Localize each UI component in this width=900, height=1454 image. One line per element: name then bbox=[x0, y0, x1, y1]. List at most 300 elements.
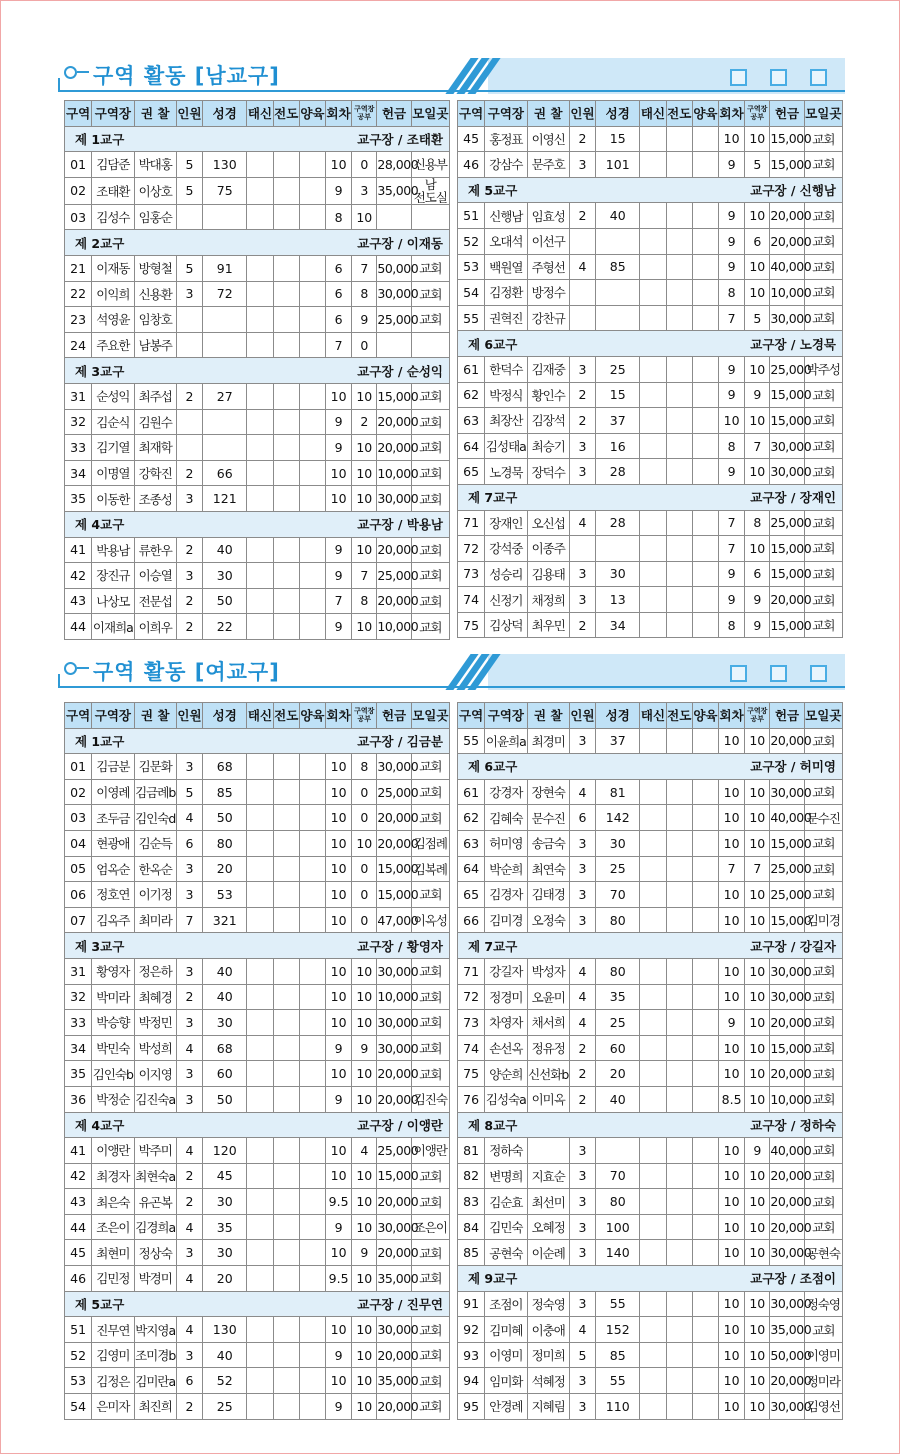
cell-members: 3 bbox=[176, 486, 202, 512]
cell-place: 김복례 bbox=[411, 856, 449, 882]
cell-district: 44 bbox=[65, 614, 92, 640]
cell-leader: 최은숙 bbox=[92, 1189, 134, 1215]
cell-elder: 김금례b bbox=[134, 779, 176, 805]
col-header-leader: 구역장 bbox=[92, 703, 134, 729]
cell-members: 4 bbox=[569, 958, 595, 984]
cell-district: 22 bbox=[65, 281, 92, 307]
cell-leader: 김영미 bbox=[92, 1342, 134, 1368]
cell-elder: 오윤미 bbox=[527, 984, 569, 1010]
cell-prenatal bbox=[640, 856, 666, 882]
cell-evangelism bbox=[273, 204, 299, 230]
cell-bible: 27 bbox=[203, 383, 247, 409]
cell-members: 3 bbox=[569, 152, 595, 178]
cell-elder: 최혜경 bbox=[134, 984, 176, 1010]
table-row bbox=[458, 1163, 843, 1189]
cell-nurture bbox=[299, 588, 325, 614]
cell-prenatal bbox=[247, 255, 273, 281]
table-row bbox=[65, 1342, 450, 1368]
cell-district: 52 bbox=[458, 228, 485, 254]
cell-elder: 방정수 bbox=[527, 280, 569, 306]
cell-leader: 이앵란 bbox=[92, 1138, 134, 1164]
cell-place: 교회 bbox=[411, 281, 449, 307]
cell-evangelism bbox=[666, 228, 692, 254]
cell-leader: 김옥주 bbox=[92, 907, 134, 933]
cell-members bbox=[569, 280, 595, 306]
cell-district: 73 bbox=[458, 1010, 485, 1036]
cell-district: 55 bbox=[458, 728, 485, 754]
cell-place: 교회 bbox=[411, 1342, 449, 1368]
cell-evangelism bbox=[273, 177, 299, 204]
cell-place: 교회 bbox=[804, 612, 842, 638]
cell-place: 교회 bbox=[411, 1394, 449, 1420]
cell-place: 김점례 bbox=[411, 830, 449, 856]
cell-members: 3 bbox=[176, 1240, 202, 1266]
cell-nurture bbox=[692, 882, 718, 908]
cell-session: 10 bbox=[719, 1368, 745, 1394]
cell-evangelism bbox=[273, 588, 299, 614]
group-label: 제 2교구 bbox=[75, 235, 125, 251]
cell-evangelism bbox=[666, 510, 692, 536]
cell-elder: 최우민 bbox=[527, 612, 569, 638]
cell-place: 정미라 bbox=[804, 1368, 842, 1394]
cell-members: 3 bbox=[176, 563, 202, 589]
cell-leader: 손선옥 bbox=[485, 1035, 527, 1061]
cell-bible: 66 bbox=[203, 460, 247, 486]
cell-study: 10 bbox=[352, 1394, 377, 1420]
cell-study: 10 bbox=[745, 984, 770, 1010]
cell-prenatal bbox=[640, 1240, 666, 1266]
table-row bbox=[65, 805, 450, 831]
cell-leader: 석영윤 bbox=[92, 307, 134, 333]
table-row bbox=[458, 805, 843, 831]
cell-offering: 20,000 bbox=[377, 1189, 411, 1215]
table-row bbox=[65, 409, 450, 435]
cell-nurture bbox=[299, 1266, 325, 1292]
cell-offering: 20,000 bbox=[377, 805, 411, 831]
cell-leader: 김정은 bbox=[92, 1368, 134, 1394]
cell-nurture bbox=[299, 486, 325, 512]
cell-study: 10 bbox=[352, 486, 377, 512]
table-row bbox=[458, 305, 843, 331]
cell-place: 교회 bbox=[411, 409, 449, 435]
col-header-session: 회차 bbox=[326, 101, 352, 127]
cell-leader: 은미자 bbox=[92, 1394, 134, 1420]
cell-bible: 20 bbox=[596, 1061, 640, 1087]
table-row bbox=[458, 984, 843, 1010]
cell-prenatal bbox=[640, 830, 666, 856]
cell-session: 9.5 bbox=[326, 1189, 352, 1215]
col-header-offering: 헌금 bbox=[770, 703, 804, 729]
table-row bbox=[458, 228, 843, 254]
cell-nurture bbox=[692, 1342, 718, 1368]
cell-district: 62 bbox=[458, 805, 485, 831]
cell-district: 34 bbox=[65, 1035, 92, 1061]
cell-bible: 20 bbox=[203, 1266, 247, 1292]
cell-district: 33 bbox=[65, 1010, 92, 1036]
cell-bible: 80 bbox=[596, 907, 640, 933]
cell-session: 9 bbox=[326, 614, 352, 640]
cell-prenatal bbox=[640, 1138, 666, 1164]
cell-session: 10 bbox=[719, 907, 745, 933]
table-row bbox=[65, 152, 450, 178]
cell-nurture bbox=[299, 255, 325, 281]
cell-elder: 최현숙a bbox=[134, 1163, 176, 1189]
cell-prenatal bbox=[640, 1035, 666, 1061]
cell-bible bbox=[203, 409, 247, 435]
group-label: 제 7교구 bbox=[468, 490, 518, 506]
section-banner-women bbox=[58, 654, 845, 690]
cell-members: 3 bbox=[569, 1214, 595, 1240]
cell-prenatal bbox=[247, 152, 273, 178]
cell-session: 10 bbox=[719, 728, 745, 754]
cell-members: 3 bbox=[569, 830, 595, 856]
cell-nurture bbox=[299, 332, 325, 358]
cell-elder: 김순득 bbox=[134, 830, 176, 856]
cell-elder: 유곤복 bbox=[134, 1189, 176, 1215]
cell-session: 9 bbox=[326, 1394, 352, 1420]
cell-leader: 김기열 bbox=[92, 435, 134, 461]
cell-prenatal bbox=[247, 984, 273, 1010]
cell-session: 9 bbox=[719, 459, 745, 485]
cell-session: 10 bbox=[719, 1291, 745, 1317]
cell-district: 04 bbox=[65, 830, 92, 856]
cell-nurture bbox=[299, 537, 325, 563]
cell-study: 10 bbox=[745, 1163, 770, 1189]
cell-place: 김진숙 bbox=[411, 1086, 449, 1112]
cell-elder: 정숙영 bbox=[527, 1291, 569, 1317]
cell-study: 9 bbox=[745, 612, 770, 638]
cell-nurture bbox=[692, 1010, 718, 1036]
cell-session: 10 bbox=[719, 1061, 745, 1087]
cell-prenatal bbox=[640, 1163, 666, 1189]
cell-study: 10 bbox=[352, 1342, 377, 1368]
cell-elder: 이상호 bbox=[134, 177, 176, 204]
cell-session: 9 bbox=[326, 1035, 352, 1061]
cell-bible: 40 bbox=[203, 984, 247, 1010]
cell-leader: 박미라 bbox=[92, 984, 134, 1010]
cell-elder: 지효순 bbox=[527, 1163, 569, 1189]
group-leader: 교구장 / 조태환 bbox=[357, 131, 443, 147]
cell-nurture bbox=[299, 856, 325, 882]
cell-place: 이옥성 bbox=[411, 907, 449, 933]
cell-evangelism bbox=[666, 1189, 692, 1215]
cell-nurture bbox=[692, 408, 718, 434]
cell-evangelism bbox=[666, 126, 692, 152]
cell-evangelism bbox=[273, 486, 299, 512]
cell-district: 31 bbox=[65, 958, 92, 984]
cell-leader: 오대석 bbox=[485, 228, 527, 254]
cell-evangelism bbox=[273, 1342, 299, 1368]
cell-bible bbox=[596, 536, 640, 562]
cell-bible bbox=[596, 1138, 640, 1164]
cell-leader: 김혜숙 bbox=[485, 805, 527, 831]
cell-prenatal bbox=[640, 805, 666, 831]
cell-evangelism bbox=[666, 830, 692, 856]
table-row bbox=[458, 1214, 843, 1240]
cell-members: 3 bbox=[176, 754, 202, 780]
cell-evangelism bbox=[273, 152, 299, 178]
cell-leader: 김성숙a bbox=[485, 1086, 527, 1112]
cell-nurture bbox=[299, 907, 325, 933]
cell-offering: 30,000 bbox=[377, 281, 411, 307]
cell-offering: 15,000 bbox=[770, 907, 804, 933]
cell-study: 7 bbox=[745, 433, 770, 459]
cell-session: 9 bbox=[719, 356, 745, 382]
cell-members: 2 bbox=[569, 408, 595, 434]
table-row bbox=[458, 882, 843, 908]
group-label: 제 5교구 bbox=[75, 1296, 125, 1312]
cell-prenatal bbox=[247, 856, 273, 882]
cell-study: 6 bbox=[745, 561, 770, 587]
table-row bbox=[458, 958, 843, 984]
group-leader: 교구장 / 순성익 bbox=[357, 363, 443, 379]
col-header-evangelism: 전도 bbox=[273, 101, 299, 127]
cell-elder: 문수진 bbox=[527, 805, 569, 831]
cell-nurture bbox=[299, 1163, 325, 1189]
cell-nurture bbox=[692, 356, 718, 382]
cell-elder: 박지영a bbox=[134, 1317, 176, 1343]
cell-members: 3 bbox=[176, 1061, 202, 1087]
cell-elder: 오정숙 bbox=[527, 907, 569, 933]
cell-study: 9 bbox=[745, 1138, 770, 1164]
cell-members: 6 bbox=[176, 830, 202, 856]
cell-district: 41 bbox=[65, 537, 92, 563]
cell-study: 5 bbox=[745, 152, 770, 178]
cell-members: 2 bbox=[176, 1394, 202, 1420]
header-row bbox=[458, 703, 843, 729]
cell-bible: 80 bbox=[596, 1189, 640, 1215]
cell-session: 10 bbox=[326, 460, 352, 486]
cell-study: 10 bbox=[352, 1010, 377, 1036]
cell-place: 교회 bbox=[804, 382, 842, 408]
cell-session: 10 bbox=[326, 830, 352, 856]
cell-members bbox=[176, 409, 202, 435]
cell-evangelism bbox=[666, 1291, 692, 1317]
cell-members bbox=[569, 536, 595, 562]
square-icon bbox=[770, 69, 787, 86]
table-row bbox=[458, 1138, 843, 1164]
table-row bbox=[65, 486, 450, 512]
cell-bible: 34 bbox=[596, 612, 640, 638]
cell-evangelism bbox=[273, 614, 299, 640]
cell-elder: 김미란a bbox=[134, 1368, 176, 1394]
group-label: 제 7교구 bbox=[468, 938, 518, 954]
cell-offering: 30,000 bbox=[377, 1214, 411, 1240]
cell-nurture bbox=[692, 1368, 718, 1394]
cell-nurture bbox=[692, 280, 718, 306]
cell-leader: 임미화 bbox=[485, 1368, 527, 1394]
square-icon bbox=[770, 665, 787, 682]
table-row bbox=[65, 1189, 450, 1215]
cell-district: 54 bbox=[458, 280, 485, 306]
cell-nurture bbox=[692, 382, 718, 408]
cell-members bbox=[569, 228, 595, 254]
cell-bible: 30 bbox=[596, 830, 640, 856]
cell-leader: 차영자 bbox=[485, 1010, 527, 1036]
cell-study: 9 bbox=[745, 587, 770, 613]
group-row bbox=[65, 230, 450, 256]
women-table-right bbox=[457, 702, 843, 1420]
cell-place: 교회 bbox=[804, 1061, 842, 1087]
cell-elder: 장현숙 bbox=[527, 779, 569, 805]
cell-bible: 50 bbox=[203, 805, 247, 831]
cell-prenatal bbox=[640, 1394, 666, 1420]
cell-district: 75 bbox=[458, 1061, 485, 1087]
cell-district: 62 bbox=[458, 382, 485, 408]
cell-prenatal bbox=[247, 1138, 273, 1164]
cell-place: 교회 bbox=[804, 280, 842, 306]
cell-members bbox=[176, 332, 202, 358]
col-header-study: 구역장 공부 bbox=[352, 101, 377, 127]
cell-leader: 이동한 bbox=[92, 486, 134, 512]
cell-district: 64 bbox=[458, 433, 485, 459]
table-row bbox=[458, 830, 843, 856]
cell-prenatal bbox=[640, 382, 666, 408]
group-leader: 교구장 / 진무연 bbox=[357, 1296, 443, 1312]
cell-elder: 박주미 bbox=[134, 1138, 176, 1164]
cell-offering: 30,000 bbox=[770, 1394, 804, 1420]
cell-session: 10 bbox=[719, 882, 745, 908]
cell-study: 0 bbox=[352, 907, 377, 933]
cell-district: 35 bbox=[65, 1061, 92, 1087]
cell-elder: 최경미 bbox=[527, 728, 569, 754]
cell-leader: 최경자 bbox=[92, 1163, 134, 1189]
col-header-leader: 구역장 bbox=[485, 101, 527, 127]
cell-nurture bbox=[299, 984, 325, 1010]
cell-members: 5 bbox=[176, 177, 202, 204]
cell-offering: 30,000 bbox=[377, 1035, 411, 1061]
square-icon bbox=[730, 665, 747, 682]
cell-bible: 85 bbox=[596, 1342, 640, 1368]
cell-nurture bbox=[299, 281, 325, 307]
cell-session: 6 bbox=[326, 255, 352, 281]
cell-offering: 35,000 bbox=[377, 1368, 411, 1394]
cell-members: 3 bbox=[569, 356, 595, 382]
cell-bible: 35 bbox=[596, 984, 640, 1010]
cell-offering: 15,000 bbox=[377, 856, 411, 882]
cell-session: 10 bbox=[719, 1240, 745, 1266]
cell-session: 10 bbox=[326, 1240, 352, 1266]
cell-elder: 박성희 bbox=[134, 1035, 176, 1061]
table-row bbox=[458, 203, 843, 229]
men-table-left bbox=[64, 100, 450, 640]
table-row bbox=[65, 907, 450, 933]
cell-session: 9 bbox=[326, 409, 352, 435]
cell-session: 10 bbox=[326, 805, 352, 831]
col-header-bible: 성경 bbox=[596, 101, 640, 127]
cell-district: 33 bbox=[65, 435, 92, 461]
cell-elder: 신용환 bbox=[134, 281, 176, 307]
cell-evangelism bbox=[273, 805, 299, 831]
cell-prenatal bbox=[247, 177, 273, 204]
cell-evangelism bbox=[666, 856, 692, 882]
cell-evangelism bbox=[273, 307, 299, 333]
group-label: 제 5교구 bbox=[468, 183, 518, 199]
cell-place: 남 전도실 bbox=[411, 177, 449, 204]
cell-leader: 순성익 bbox=[92, 383, 134, 409]
cell-members: 5 bbox=[176, 779, 202, 805]
col-header-study: 구역장 공부 bbox=[745, 101, 770, 127]
cell-bible bbox=[203, 332, 247, 358]
cell-district: 74 bbox=[458, 587, 485, 613]
cell-place: 정숙영 bbox=[804, 1291, 842, 1317]
cell-members: 3 bbox=[569, 1291, 595, 1317]
cell-prenatal bbox=[640, 203, 666, 229]
cell-leader: 조은이 bbox=[92, 1214, 134, 1240]
cell-elder: 김태경 bbox=[527, 882, 569, 908]
cell-prenatal bbox=[640, 126, 666, 152]
cell-district: 81 bbox=[458, 1138, 485, 1164]
cell-prenatal bbox=[640, 1368, 666, 1394]
cell-bible: 55 bbox=[596, 1291, 640, 1317]
cell-session: 9 bbox=[719, 228, 745, 254]
cell-bible: 60 bbox=[596, 1035, 640, 1061]
cell-nurture bbox=[299, 409, 325, 435]
cell-prenatal bbox=[247, 1010, 273, 1036]
cell-leader: 조점이 bbox=[485, 1291, 527, 1317]
col-header-prenatal: 태신 bbox=[640, 101, 666, 127]
table-row bbox=[458, 779, 843, 805]
cell-members: 2 bbox=[569, 203, 595, 229]
cell-evangelism bbox=[666, 1214, 692, 1240]
cell-study: 10 bbox=[745, 728, 770, 754]
cell-study: 10 bbox=[352, 614, 377, 640]
cell-place: 교회 bbox=[804, 561, 842, 587]
cell-study: 8 bbox=[745, 510, 770, 536]
cell-evangelism bbox=[666, 1368, 692, 1394]
cell-leader: 정하숙 bbox=[485, 1138, 527, 1164]
cell-study: 8 bbox=[352, 754, 377, 780]
cell-offering: 20,000 bbox=[377, 435, 411, 461]
cell-bible: 121 bbox=[203, 486, 247, 512]
cell-session: 9 bbox=[719, 203, 745, 229]
cell-nurture bbox=[692, 805, 718, 831]
cell-session: 10 bbox=[719, 984, 745, 1010]
cell-session: 10 bbox=[719, 1138, 745, 1164]
cell-leader: 김정환 bbox=[485, 280, 527, 306]
table-row bbox=[65, 882, 450, 908]
cell-session: 10 bbox=[326, 152, 352, 178]
cell-prenatal bbox=[640, 1061, 666, 1087]
group-row bbox=[65, 1112, 450, 1138]
table-row bbox=[65, 563, 450, 589]
cell-nurture bbox=[299, 779, 325, 805]
table-row bbox=[65, 383, 450, 409]
cell-district: 45 bbox=[458, 126, 485, 152]
cell-bible: 130 bbox=[203, 1317, 247, 1343]
cell-elder: 이영신 bbox=[527, 126, 569, 152]
col-header-elder: 권 찰 bbox=[527, 101, 569, 127]
col-header-district: 구역 bbox=[65, 703, 92, 729]
cell-nurture bbox=[692, 459, 718, 485]
cell-bible: 101 bbox=[596, 152, 640, 178]
cell-session: 9 bbox=[719, 254, 745, 280]
cell-session: 9 bbox=[719, 1010, 745, 1036]
cell-bible: 60 bbox=[203, 1061, 247, 1087]
cell-session: 10 bbox=[719, 1394, 745, 1420]
cell-district: 94 bbox=[458, 1368, 485, 1394]
col-header-offering: 헌금 bbox=[377, 703, 411, 729]
cell-place: 교회 bbox=[411, 614, 449, 640]
cell-evangelism bbox=[666, 152, 692, 178]
group-label: 제 4교구 bbox=[75, 1117, 125, 1133]
cell-offering: 25,000 bbox=[770, 510, 804, 536]
cell-district: 41 bbox=[65, 1138, 92, 1164]
cell-elder: 김원수 bbox=[134, 409, 176, 435]
cell-offering: 10,000 bbox=[377, 460, 411, 486]
cell-leader: 박민숙 bbox=[92, 1035, 134, 1061]
group-label: 제 9교구 bbox=[468, 1271, 518, 1287]
